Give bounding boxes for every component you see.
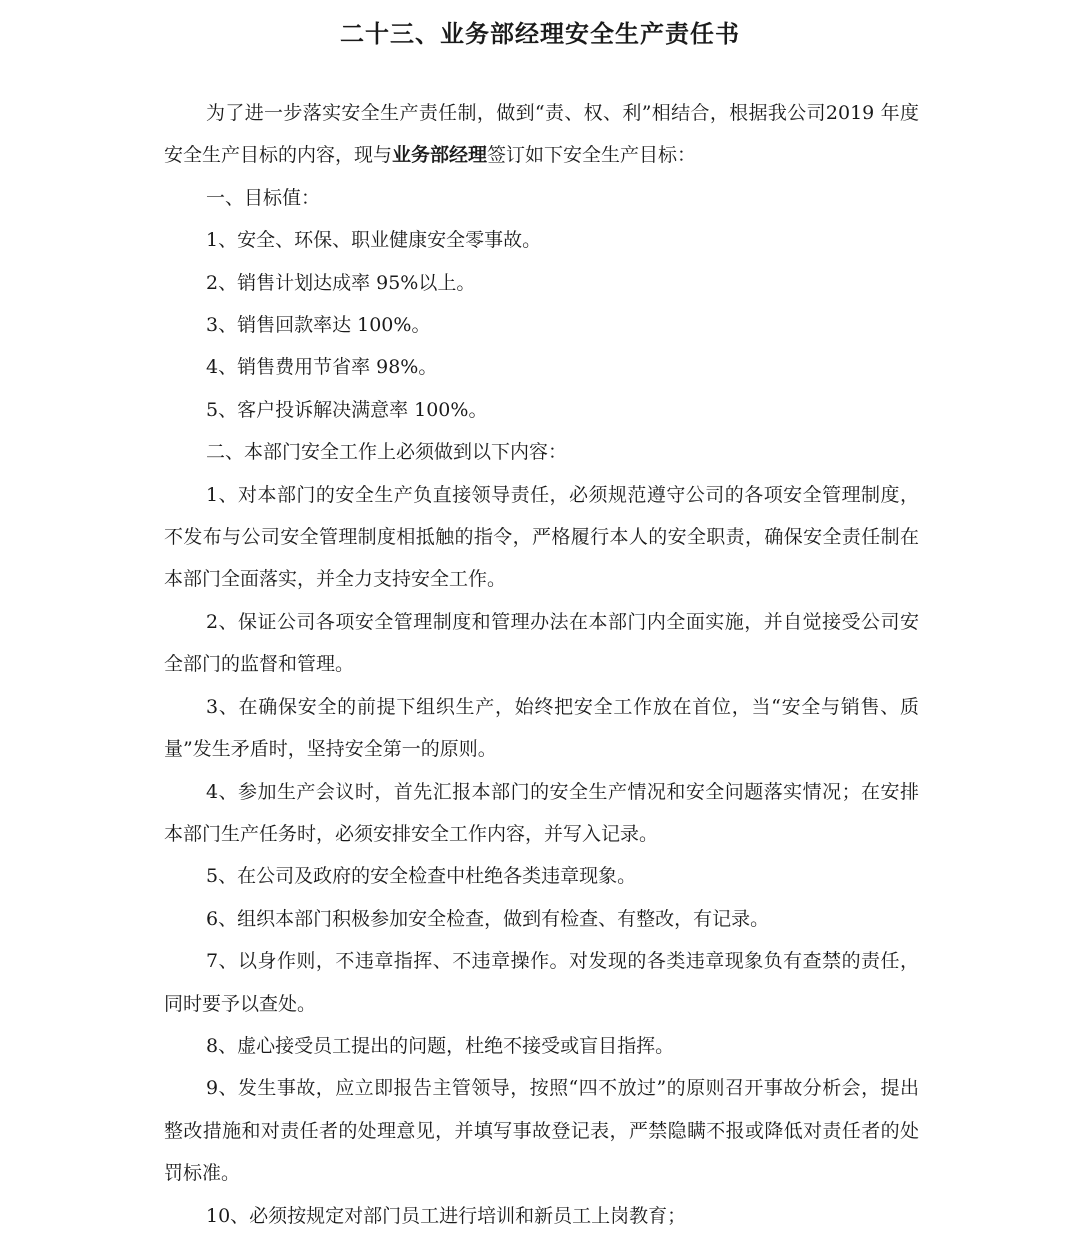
target-item: 5、客户投诉解决满意率 100%。 xyxy=(206,398,488,421)
requirement-item: 1、对本部门的安全生产负直接领导责任，必须规范遵守公司的各项安全管理制度，不发布与公司安全管理制度相抵触的指令，严格履行本人的安全职责，确保安全责任制在本部门全面落实，并全力支持安全工作。 xyxy=(164,483,919,591)
requirement-item: 3、在确保安全的前提下组织生产，始终把安全工作放在首位，当“安全与销售、质量”发生矛盾时，坚持安全第一的原则。 xyxy=(164,695,919,761)
section-heading-requirements: 二、本部门安全工作上必须做到以下内容： xyxy=(206,441,568,464)
requirement-item: 2、保证公司各项安全管理制度和管理办法在本部门内全面实施，并自觉接受公司安全部门的监督和管理。 xyxy=(164,610,919,676)
intro-text-part2: 签订如下安全生产目标： xyxy=(487,144,697,167)
intro-text-part1: 为了进一步落实安全生产责任制，做到“责、权、利”相结合，根据我公司2019 年度安全生产目标的内容，现与 xyxy=(164,102,919,167)
document-body xyxy=(164,92,919,1237)
requirement-item: 9、发生事故，应立即报告主管领导，按照“四不放过”的原则召开事故分析会，提出整改措施和对责任者的处理意见，并填写事故登记表，严禁隐瞒不报或降低对责任者的处罚标准。 xyxy=(164,1077,919,1185)
document-title: 二十三、业务部经理安全生产责任书 xyxy=(340,19,740,48)
requirement-item: 10、必须按规定对部门员工进行培训和新员工上岗教育； xyxy=(206,1204,687,1227)
requirement-item: 4、参加生产会议时，首先汇报本部门的安全生产情况和安全问题落实情况；在安排本部门生产任务时，必须安排安全工作内容，并写入记录。 xyxy=(164,780,919,845)
target-item: 4、销售费用节省率 98%。 xyxy=(206,356,438,379)
target-item: 2、销售计划达成率 95%以上。 xyxy=(206,271,476,294)
target-item: 1、安全、环保、职业健康安全零事故。 xyxy=(206,229,542,252)
section-heading-targets: 一、目标值： xyxy=(206,186,321,209)
requirement-item: 6、组织本部门积极参加安全检查，做到有检查、有整改，有记录。 xyxy=(206,907,770,930)
requirement-item: 5、在公司及政府的安全检查中杜绝各类违章现象。 xyxy=(206,865,637,888)
intro-paragraph xyxy=(164,92,919,177)
requirement-item: 7、以身作则，不违章指挥、不违章操作。对发现的各类违章现象负有查禁的责任，同时要予以查处。 xyxy=(164,950,919,1015)
requirement-item: 8、虚心接受员工提出的问题，杜绝不接受或盲目指挥。 xyxy=(206,1034,675,1057)
target-item: 3、销售回款率达 100%。 xyxy=(206,314,431,337)
intro-bold-role: 业务部经理 xyxy=(392,144,488,167)
